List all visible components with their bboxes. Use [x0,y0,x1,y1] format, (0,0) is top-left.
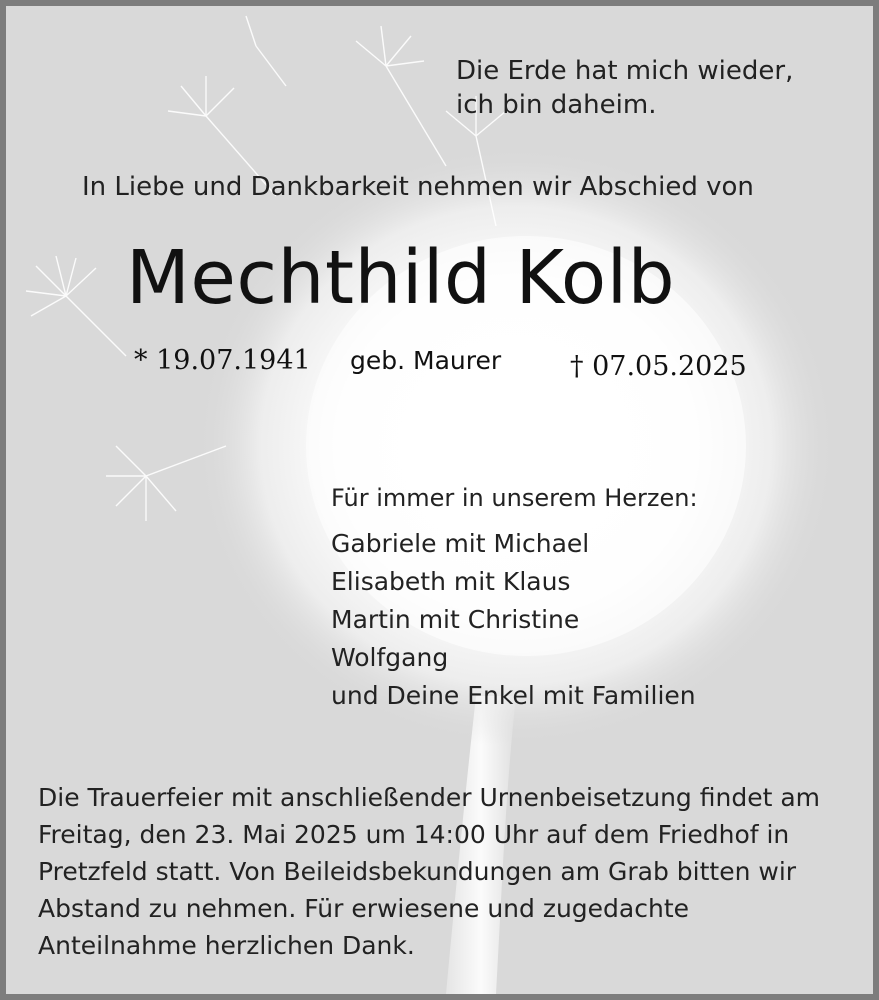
farewell-intro: In Liebe und Dankbarkeit nehmen wir Abschied von [82,172,754,202]
mourners-list [331,525,696,715]
mourner-entry: Wolfgang [331,643,449,672]
mourner-entry: Martin mit Christine [331,605,580,634]
mourners-heading: Für immer in unserem Herzen: [331,484,698,512]
epigraph-line: ich bin daheim. [456,90,657,120]
mourner-entry: Gabriele mit Michael [331,529,590,558]
notice-line: Abstand zu nehmen. Für erwiesene und zugedachte [38,894,690,923]
birth-date: * 19.07.1941 [134,345,311,376]
notice-line: Anteilnahme herzlichen Dank. [38,931,415,960]
death-date: † 07.05.2025 [570,351,747,382]
epigraph-quote [456,54,793,122]
notice-line: Freitag, den 23. Mai 2025 um 14:00 Uhr auf dem Friedhof in [38,820,790,849]
notice-line: Die Trauerfeier mit anschließender Urnenbeisetzung findet am [38,783,821,812]
epigraph-line: Die Erde hat mich wieder, [456,56,794,86]
deceased-name: Mechthild Kolb [126,235,676,321]
funeral-notice [38,779,838,964]
mourner-entry: Elisabeth mit Klaus [331,567,571,596]
notice-line: Pretzfeld statt. Von Beileidsbekundungen am Grab bitten wir [38,857,797,886]
mourner-entry: und Deine Enkel mit Familien [331,681,696,710]
maiden-name: geb. Maurer [350,346,502,375]
